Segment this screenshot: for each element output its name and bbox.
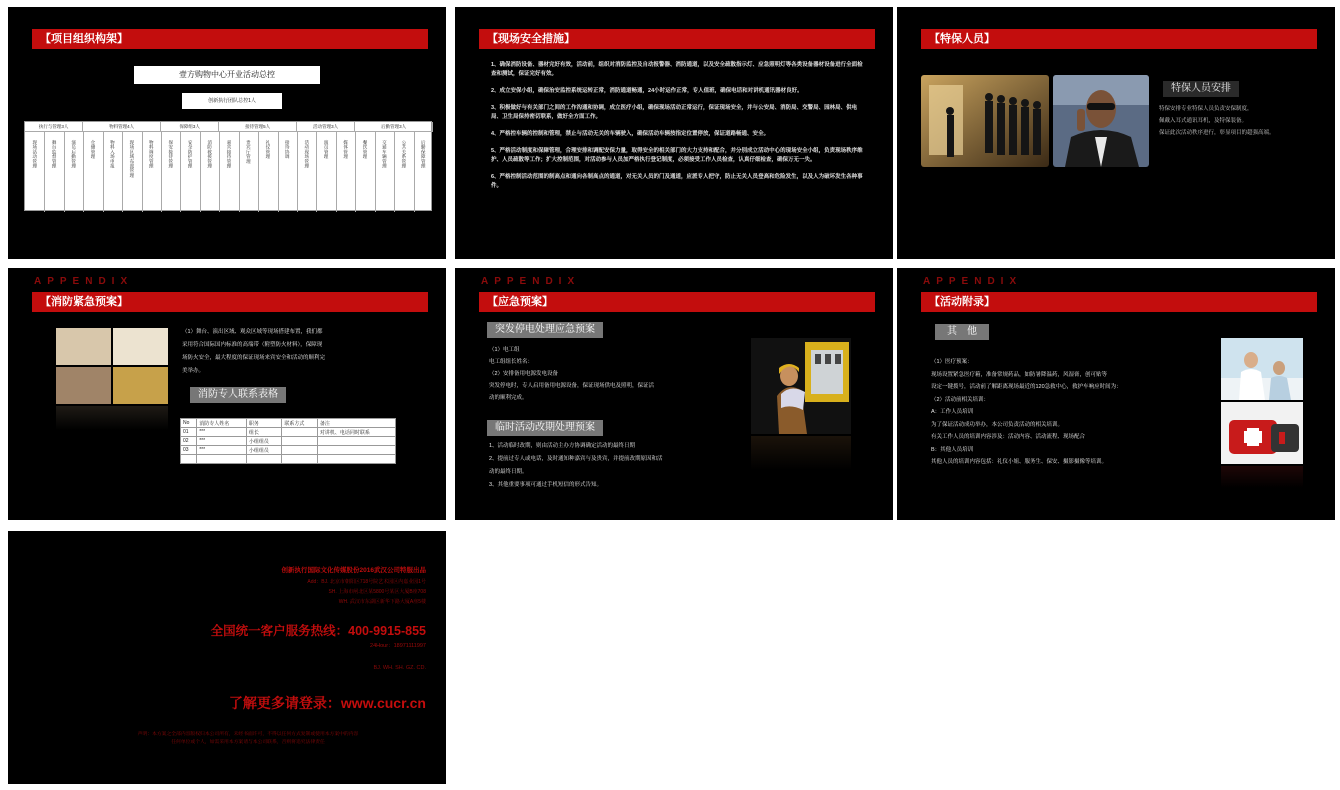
org-column-divider bbox=[122, 132, 123, 212]
org-group-title: 活动管理3人 bbox=[297, 122, 355, 132]
slide-fire-plan[interactable] bbox=[8, 268, 446, 520]
org-role: 活动现场管理 bbox=[304, 140, 310, 169]
fire-photo-grid bbox=[56, 328, 168, 404]
org-role: 嘉宾接待管理 bbox=[227, 140, 232, 169]
table-cell bbox=[282, 428, 318, 437]
slide-header: 【消防紧急预案】 bbox=[32, 292, 428, 312]
org-column-divider bbox=[258, 132, 259, 212]
org-role: 交通车辆管理 bbox=[382, 140, 388, 169]
table-row bbox=[181, 428, 396, 437]
org-role: 公共关系管理 bbox=[401, 140, 407, 169]
table-cell bbox=[317, 455, 395, 464]
org-role: 后勤保障管理 bbox=[421, 140, 427, 169]
table-cell: 01 bbox=[181, 428, 197, 437]
org-role: 礼仪管理 bbox=[265, 140, 271, 159]
reschedule-section-title: 临时活动改期处理预案 bbox=[487, 420, 603, 436]
safety-paragraph: 6、严格控制活动范围的制高点和通向各制高点的通道，对无关人员的门及通道，应派专人把守，防止无关人员登高和危险发生，以及人为破坏发生各种事件。 bbox=[491, 174, 863, 189]
company-line: 创新执行国际文化传媒股份2016武汉公司特服出品 bbox=[281, 567, 426, 574]
address-line: Add：BJ. 北京市朝阳区718号院艺术园区内嘉业园1号 bbox=[307, 579, 426, 585]
electrician-photo-reflection bbox=[751, 436, 851, 470]
safety-paragraph: 2、成立安保小组，确保治安监控系统运转正常，消防通道畅通，24小时运作正常，专人值班，确保电话和对讲机通讯器材良好。 bbox=[491, 88, 803, 94]
table-cell: 小组组员 bbox=[246, 437, 282, 446]
disclaimer-line: 声明：本方案之全部内容版权归本公司所有，未经书面许可，不得以任何方式复制或使用本方案中的内容 bbox=[137, 732, 359, 737]
fire-photo-2 bbox=[113, 328, 168, 365]
table-cell: 组长 bbox=[246, 428, 282, 437]
guard-description bbox=[1159, 103, 1329, 139]
fire-contact-table bbox=[180, 418, 396, 464]
org-column-divider bbox=[161, 132, 162, 212]
org-role: 舞台监督管理 bbox=[52, 140, 58, 169]
activity-line: 现场设置紧急医疗箱，准备常规药品，如防暑降温药，风湿膏，创可贴等 bbox=[931, 371, 1108, 378]
org-role: 餐饮管理 bbox=[363, 140, 368, 159]
table-header-cell: 备注 bbox=[317, 419, 395, 428]
table-cell: *** bbox=[197, 437, 247, 446]
org-role: 物料调度管理 bbox=[149, 140, 155, 169]
fire-line: 场防火安全，最大程度的保证现场来宾安全和活动的顺利完 bbox=[182, 355, 326, 361]
appendix-label: APPENDIX bbox=[34, 276, 134, 287]
table-cell bbox=[181, 455, 197, 464]
address-line: WH. 武汉市东湖区新华下路大厦A座5楼 bbox=[338, 599, 426, 605]
disclaimer bbox=[68, 731, 428, 747]
org-column-divider bbox=[316, 132, 317, 212]
slide-emergency-plan[interactable] bbox=[455, 268, 893, 520]
fire-line: （1）舞台、演出区域、观众区域等现场搭建布置，我们都 bbox=[182, 329, 323, 335]
table-cell bbox=[246, 455, 282, 464]
org-role: 物料入场申报 bbox=[110, 140, 116, 169]
org-table bbox=[24, 121, 432, 211]
slide-header: 【活动附录】 bbox=[921, 292, 1317, 312]
reschedule-line: 3、其他重要事项可通过手机短信的形式告知。 bbox=[489, 482, 603, 488]
activity-line: 为了保证活动成功举办，本公司负责活动的相关培训。 bbox=[931, 421, 1064, 428]
power-outage-line: （1）电工组 bbox=[489, 347, 520, 353]
org-column-divider bbox=[180, 132, 181, 212]
slide-guard[interactable] bbox=[897, 7, 1335, 259]
org-column-divider bbox=[200, 132, 201, 212]
slide-header: 【应急预案】 bbox=[479, 292, 875, 312]
org-role: 仓储管理 bbox=[91, 140, 96, 159]
table-cell bbox=[282, 455, 318, 464]
table-cell: *** bbox=[197, 428, 247, 437]
service-24h: 24Hour：18971111997 bbox=[370, 643, 426, 649]
other-chip: 其 他 bbox=[935, 324, 989, 340]
bodyguard-photo bbox=[1053, 75, 1149, 167]
slide-org-chart[interactable] bbox=[8, 7, 446, 259]
guards-photo bbox=[921, 75, 1049, 167]
address-list bbox=[307, 577, 426, 607]
safety-paragraph: 4、严格控车辆的控制和管理，禁止与活动无关的车辆驶入，确保活动车辆按指定位置停放，保证道路畅通、安全。 bbox=[491, 131, 770, 137]
reschedule-line: 1、活动临时改期，则由活动主办方协调确定活动的最终日期 bbox=[489, 443, 636, 449]
table-row bbox=[181, 437, 396, 446]
org-column-divider bbox=[355, 132, 356, 212]
org-column-divider bbox=[239, 132, 240, 212]
guard-line: 佩戴入耳式通讯耳机，及特保装备。 bbox=[1159, 118, 1248, 124]
power-outage-line: 动的顺利完成。 bbox=[489, 395, 528, 401]
org-column-divider bbox=[44, 132, 45, 212]
activity-line: A：工作人员培训 bbox=[931, 409, 974, 415]
org-role: 现场活动管理 bbox=[32, 140, 38, 169]
safety-paragraph: 1、确保消防设备、器材完好有效，活动前，组织对消防监控及自动报警器、消防通道，以及安全疏散指示灯、应急照明灯等各类设备器材设备进行全面检查和测试，保证完好有效。 bbox=[491, 62, 863, 77]
activity-line: （2）活动前相关培训： bbox=[931, 396, 990, 403]
fire-photo-1 bbox=[56, 328, 111, 365]
activity-line: 设定一键拨号，活动前了解距离现场最近的120急救中心，救护车响应时间为： bbox=[931, 384, 1122, 390]
slide-safety[interactable] bbox=[455, 7, 893, 259]
slide-contact[interactable] bbox=[8, 531, 446, 784]
activity-lines bbox=[931, 356, 1231, 469]
hotline: 全国统一客户服务热线：400-9915-855 bbox=[210, 624, 426, 638]
fire-line: 采用符合国际国内标准的高端带（附塑防火材料），保障现 bbox=[182, 342, 323, 348]
org-role: 现场区域布置管理 bbox=[129, 140, 135, 178]
fire-photo-reflection bbox=[56, 406, 168, 430]
table-cell: 02 bbox=[181, 437, 197, 446]
slide-activity-appendix[interactable] bbox=[897, 268, 1335, 520]
fire-description bbox=[182, 326, 432, 378]
slide-header: 【特保人员】 bbox=[921, 29, 1317, 49]
org-group-title: 执行与管理3人 bbox=[25, 122, 83, 132]
power-outage-section-title: 突发停电处理应急预案 bbox=[487, 322, 603, 338]
website-link[interactable]: 了解更多请登录：www.cucr.cn bbox=[228, 695, 426, 711]
activity-line: 有关工作人员的培训内容涉及：活动内容、活动流程、现场配合 bbox=[931, 434, 1086, 440]
appendix-label: APPENDIX bbox=[481, 276, 581, 287]
org-role: 保安接待管理 bbox=[168, 140, 174, 169]
activity-line: B：其他人员培训 bbox=[931, 446, 974, 453]
cities: BJ. WH. SH. GZ. CD. bbox=[373, 665, 426, 671]
table-cell bbox=[282, 446, 318, 455]
org-sub-box: 创新执行团队总控1人 bbox=[182, 93, 282, 109]
org-column-divider bbox=[394, 132, 395, 212]
org-role: 接待协调 bbox=[285, 140, 291, 159]
power-outage-line: 突发停电时，专人启用备用电源设备，保证现场供电及照明，保证活 bbox=[489, 383, 655, 389]
table-header-cell: 联系方式 bbox=[282, 419, 318, 428]
reschedule-line: 动的最终日期。 bbox=[489, 469, 528, 475]
table-header-row bbox=[181, 419, 396, 428]
org-role: 贵宾厅管理 bbox=[246, 140, 252, 164]
first-aid-reflection bbox=[1221, 466, 1303, 488]
reschedule-lines bbox=[489, 440, 759, 492]
table-cell bbox=[317, 446, 395, 455]
activity-line: （1）医疗预案： bbox=[931, 359, 973, 365]
table-cell: 对讲机、电话同时联系 bbox=[317, 428, 395, 437]
table-cell bbox=[282, 437, 318, 446]
org-column-divider bbox=[142, 132, 143, 212]
safety-paragraph: 5、严格活动制度和保障管理，合理安排和调配安保力量，取得安全的相关部门的大力支持和配合，并分别成立活动中心的现场安全小组，负责现场秩序维护、人员疏散等工作；扩大控制范围，对活动参与人员加严格执行登记制度，必须接受工作人员检查，认真仔细检查，确保万无一失。 bbox=[491, 148, 863, 163]
org-group-title: 保障组3人 bbox=[161, 122, 219, 132]
org-group-title: 接待管理5人 bbox=[219, 122, 297, 132]
safety-paragraph: 3、积极做好与有关部门之间的工作沟通和协调，成立医疗小组，确保现场活动正常运行，保证现场安全，并与公安局、消防局、交警局、园林局、供电局、卫生局保持密切联系，做好全方面工作。 bbox=[491, 105, 858, 120]
table-cell bbox=[317, 437, 395, 446]
org-role: 安全防护管理 bbox=[188, 140, 194, 169]
first-aid-kit-photo bbox=[1221, 402, 1303, 464]
power-outage-line: （2）安排备用电源发电设备 bbox=[489, 371, 559, 377]
slide-header: 【项目组织构架】 bbox=[32, 29, 428, 49]
table-row bbox=[181, 446, 396, 455]
guard-line: 特保安排专业特保人员负责安保制度， bbox=[1159, 106, 1253, 112]
org-column-divider bbox=[219, 132, 220, 212]
org-column-divider bbox=[278, 132, 279, 212]
org-column-divider bbox=[83, 132, 84, 212]
power-outage-lines bbox=[489, 344, 749, 404]
org-role: 演员管理 bbox=[324, 140, 330, 159]
org-top-box: 壹方购物中心开业活动总控 bbox=[134, 66, 320, 84]
table-cell bbox=[197, 455, 247, 464]
org-group-title: 物料管理4人 bbox=[83, 122, 161, 132]
table-cell: 小组组员 bbox=[246, 446, 282, 455]
org-column-divider bbox=[414, 132, 415, 212]
appendix-label: APPENDIX bbox=[923, 276, 1023, 287]
org-group-title: 后勤管理3人 bbox=[355, 122, 433, 132]
slide-header: 【现场安全措施】 bbox=[479, 29, 875, 49]
fire-photo-4 bbox=[113, 367, 168, 404]
fire-photo-3 bbox=[56, 367, 111, 404]
table-cell: *** bbox=[197, 446, 247, 455]
org-role: 演员后勤管理 bbox=[71, 140, 77, 169]
table-header-cell: No bbox=[181, 419, 197, 428]
guard-line: 保证此次活动秩序进行，彰显项目的超强高端。 bbox=[1159, 130, 1275, 136]
table-row bbox=[181, 455, 396, 464]
electrician-photo bbox=[751, 338, 851, 434]
fire-table-title: 消防专人联系表格 bbox=[190, 387, 286, 403]
org-column-divider bbox=[375, 132, 376, 212]
power-outage-line: 电工组组长姓名： bbox=[489, 359, 534, 365]
table-cell: 03 bbox=[181, 446, 197, 455]
guard-subtitle: 特保人员安排 bbox=[1163, 81, 1239, 97]
activity-line: 其他人员的培训内容包括：礼仪小姐、服务生、保安、摄影摄像等培训。 bbox=[931, 459, 1108, 465]
safety-paragraphs bbox=[491, 61, 863, 199]
table-header-cell: 消防专人姓名 bbox=[197, 419, 247, 428]
nurse-photo bbox=[1221, 338, 1303, 400]
address-line: SH. 上海市闸北区某5800号某区大厦B座708 bbox=[328, 589, 426, 595]
org-column-divider bbox=[297, 132, 298, 212]
org-column-divider bbox=[64, 132, 65, 212]
disclaimer-line: 任何单位或个人，如需采用本方案请与本公司联系，否则将追究法律责任 bbox=[171, 740, 325, 745]
org-column-divider bbox=[103, 132, 104, 212]
table-header-cell: 职务 bbox=[246, 419, 282, 428]
org-role: 消防救援管理 bbox=[207, 140, 213, 169]
org-column-divider bbox=[336, 132, 337, 212]
org-role: 媒体管理 bbox=[343, 140, 349, 159]
fire-line: 美举办。 bbox=[182, 368, 205, 374]
reschedule-line: 2、提前过专人或电话，及时通知种嘉宾与及贵宾，并提前改期原因和活 bbox=[489, 456, 663, 462]
